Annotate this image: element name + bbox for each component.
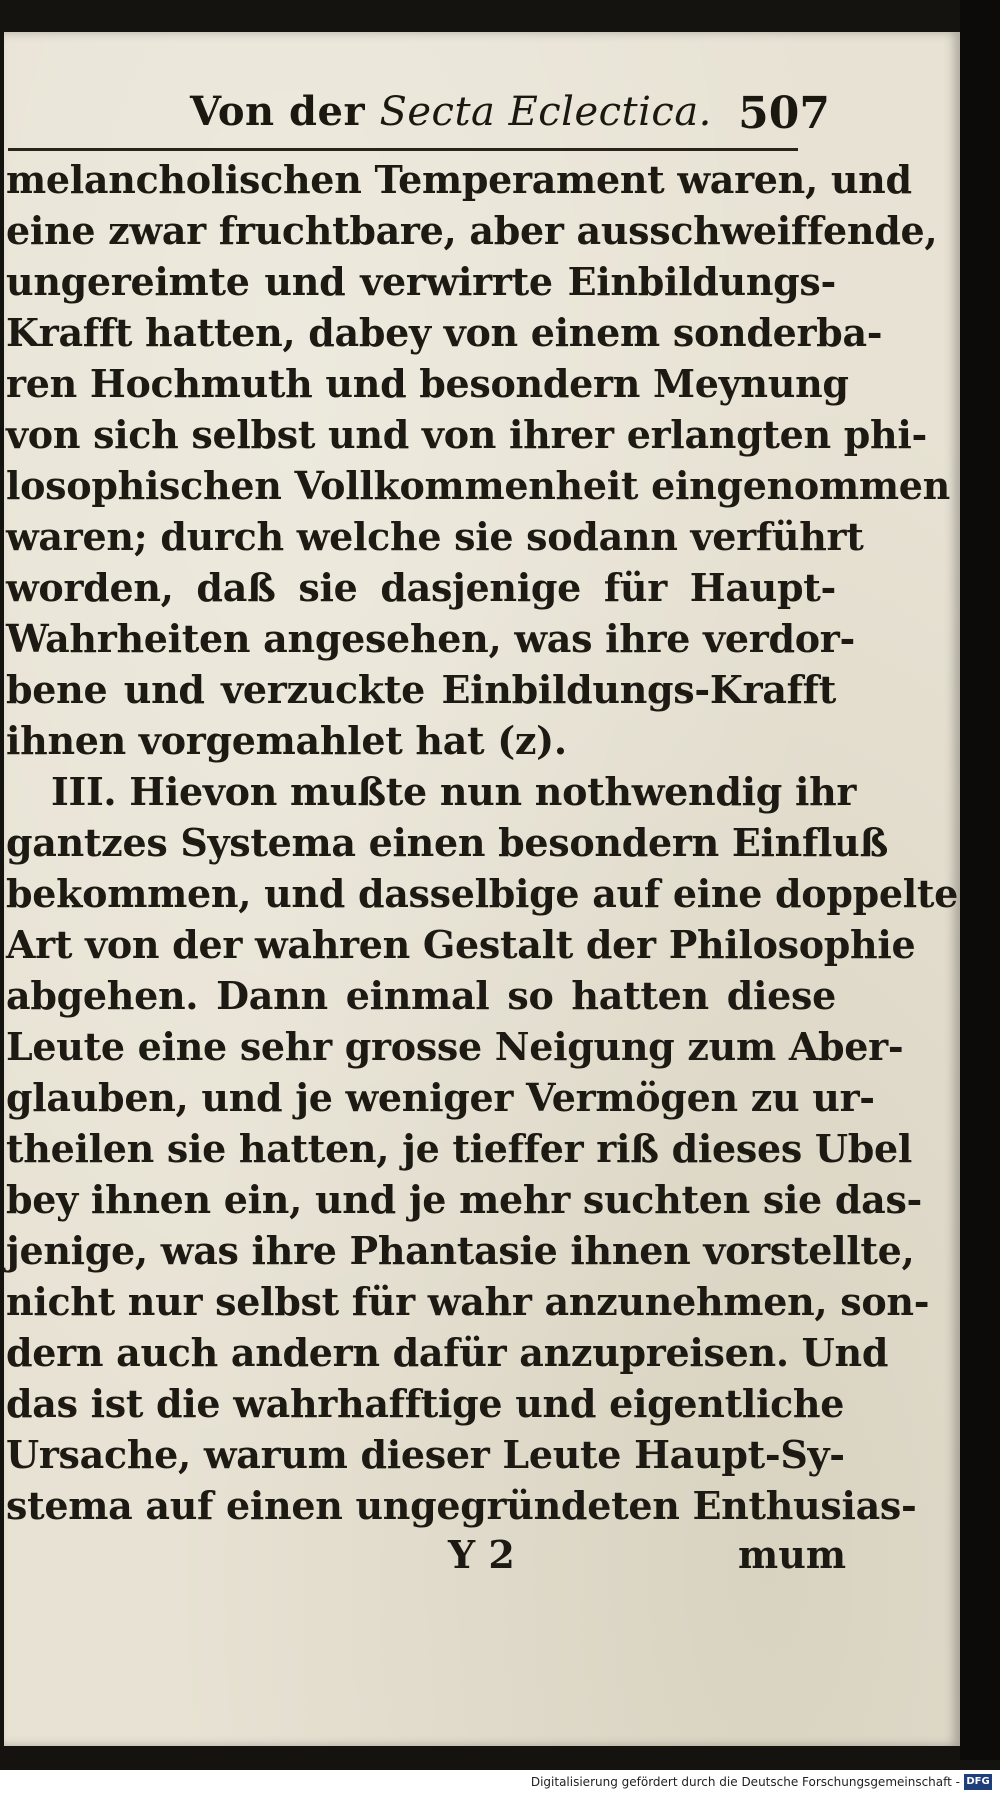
running-head-title-italic: Secta Eclectica. [379, 89, 712, 135]
text-line: Wahrheiten angesehen, was ihre verdor- [6, 616, 855, 661]
signature-mark: Y 2 [448, 1532, 515, 1577]
text-line: Ursache, warum dieser Leute Haupt-Sy- [6, 1432, 845, 1477]
digitization-credit-text: Digitalisierung gefördert durch die Deutsche Forschungsgemeinschaft - [530, 1775, 960, 1789]
text-line: ihnen vorgemahlet hat (z). [6, 718, 567, 763]
text-line: stema auf einen ungegründeten Enthusias- [6, 1483, 917, 1528]
dfg-logo-icon: DFG [964, 1774, 992, 1790]
text-line: dern auch andern dafür anzupreisen. Und [6, 1330, 889, 1375]
text-line: bey ihnen ein, und je mehr suchten sie das- [6, 1177, 923, 1222]
page-number: 507 [738, 88, 830, 139]
text-line: Krafft hatten, dabey von einem sonderba- [6, 310, 883, 355]
text-line: das ist die wahrhafftige und eigentliche [6, 1381, 845, 1426]
running-head-title [190, 88, 712, 135]
running-head [190, 88, 830, 148]
text-line: glauben, und je weniger Vermögen zu ur- [6, 1075, 875, 1120]
body-text [6, 154, 959, 1531]
digitization-credit-bar [0, 1770, 1000, 1795]
text-line: ungereimte und verwirrte Einbildungs- [6, 259, 836, 304]
text-line: theilen sie hatten, je tieffer riß dieses Ubel [6, 1126, 913, 1171]
text-line: gantzes Systema einen besondern Einfluß [6, 820, 889, 865]
text-line: waren; durch welche sie sodann verführt [6, 514, 864, 559]
running-head-title-roman: Von der [190, 88, 380, 135]
text-line: nicht nur selbst für wahr anzunehmen, son- [6, 1279, 930, 1324]
text-line: eine zwar fruchtbare, aber ausschweiffende, [6, 208, 938, 253]
text-line: abgehen. Dann einmal so hatten diese [6, 973, 836, 1018]
text-line: Art von der wahren Gestalt der Philosophie [6, 922, 916, 967]
scan-dark-edge [960, 0, 1000, 1760]
text-line: worden, daß sie dasjenige für Haupt- [6, 565, 836, 610]
text-line-paragraph-start: III. Hievon mußte nun nothwendig ihr [51, 769, 857, 814]
text-line: ren Hochmuth und besondern Meynung [6, 361, 849, 406]
catchword: mum [738, 1532, 847, 1577]
text-line: von sich selbst und von ihrer erlangten phi- [6, 412, 927, 457]
text-line: bekommen, und dasselbige auf eine doppelte [6, 871, 959, 916]
text-line: bene und verzuckte Einbildungs-Krafft [6, 667, 836, 712]
text-line: jenige, was ihre Phantasie ihnen vorstellte, [6, 1228, 915, 1273]
text-line: losophischen Vollkommenheit eingenommen [6, 463, 950, 508]
text-line: melancholischen Temperament waren, und [6, 157, 912, 202]
header-rule [8, 148, 798, 151]
page-footer [8, 1532, 848, 1592]
text-line: Leute eine sehr grosse Neigung zum Aber- [6, 1024, 904, 1069]
